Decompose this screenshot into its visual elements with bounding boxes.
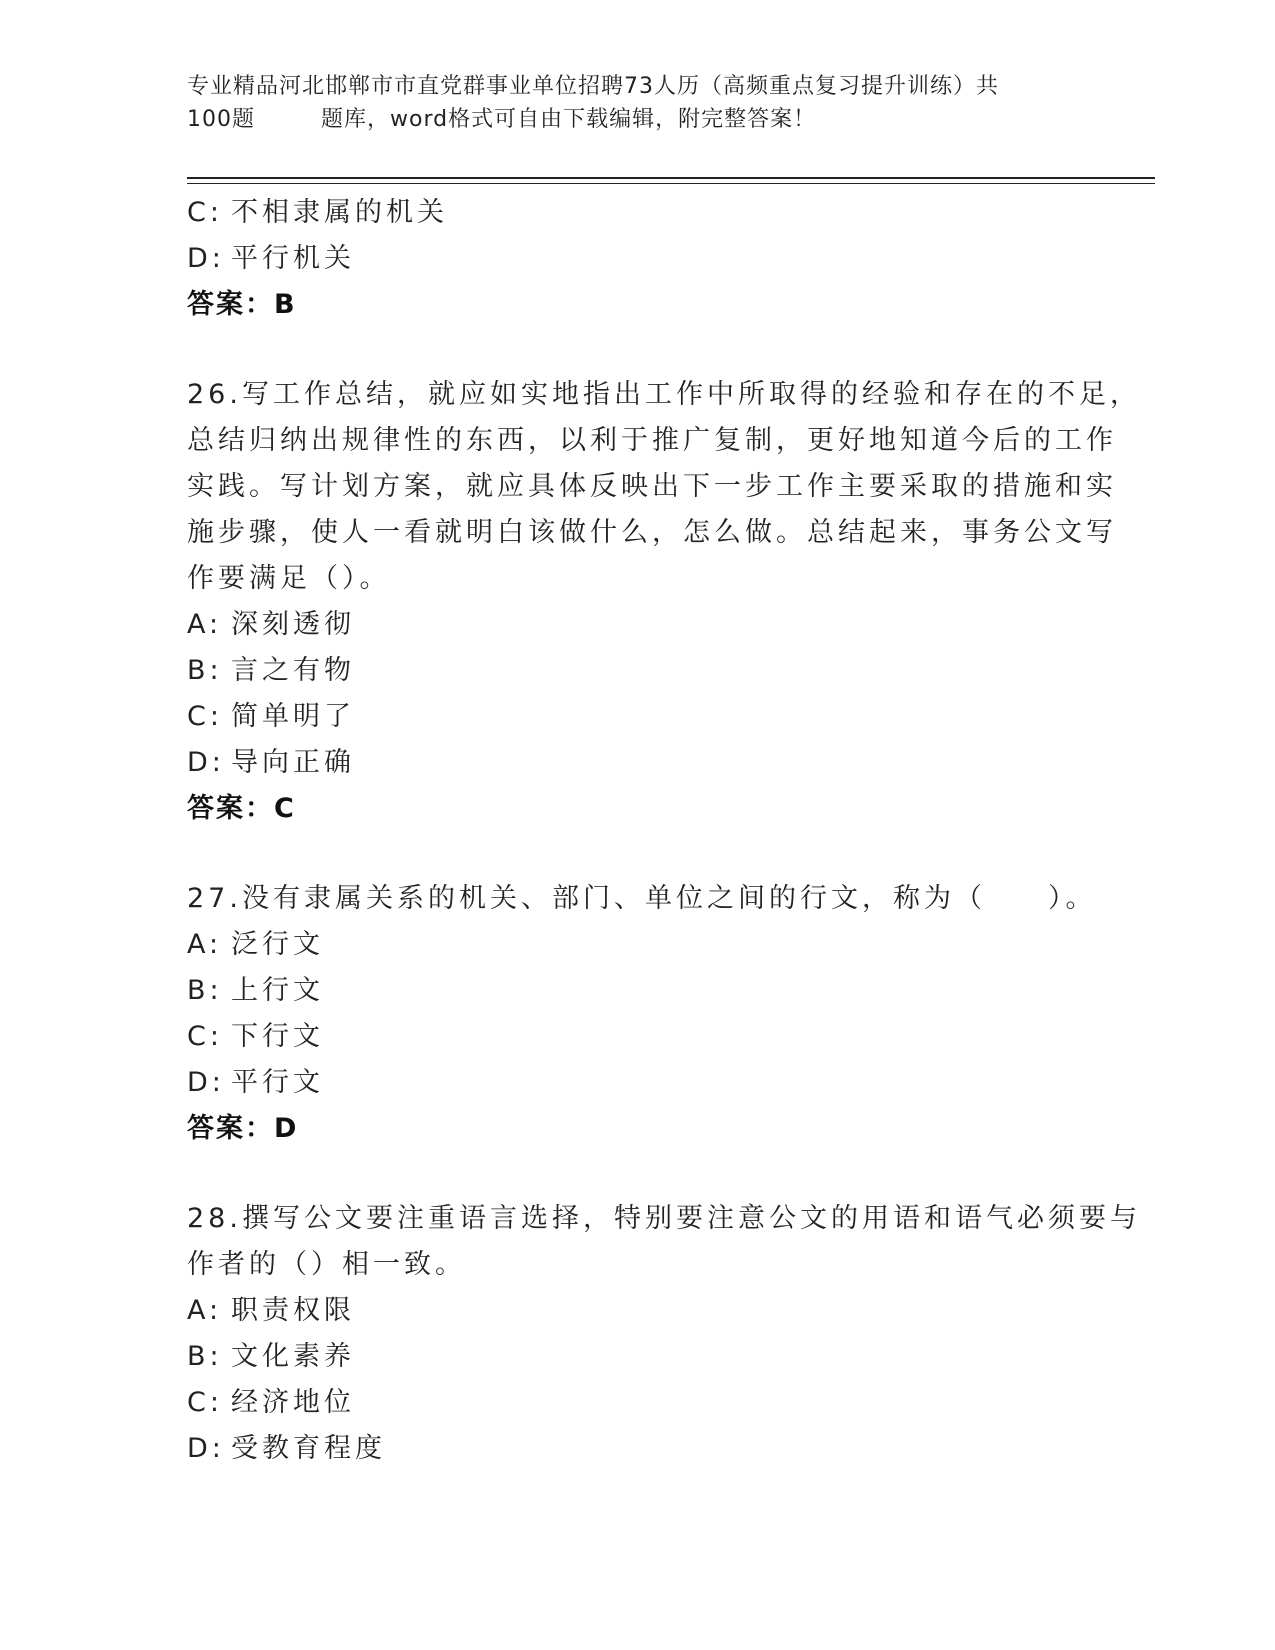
question-stem-line: 27.没有隶属关系的机关、部门、单位之间的行文，称为（ ）。 — [187, 883, 1097, 914]
option-c — [187, 1380, 1087, 1426]
option-d — [187, 236, 1087, 282]
option-text: 下行文 — [231, 1021, 324, 1052]
option-label: B: — [187, 655, 223, 686]
option-d — [187, 1426, 1087, 1472]
answer-line: 答案：C — [187, 793, 296, 824]
question-stem-line: 施步骤，使人一看就明白该做什么，怎么做。总结起来，事务公文写 — [187, 517, 1117, 548]
question-stem-line: 作要满足（）。 — [187, 563, 391, 594]
option-text: 导向正确 — [231, 747, 355, 778]
header-count: 100题 — [187, 107, 255, 132]
question-stem-line: 总结归纳出规律性的东西，以利于推广复制，更好地知道今后的工作 — [187, 425, 1117, 456]
page-header — [187, 70, 1087, 136]
option-text: 平行文 — [231, 1067, 324, 1098]
header-rule-thin — [187, 183, 1155, 184]
option-d — [187, 1060, 1087, 1106]
question-25 — [187, 190, 1087, 328]
option-text: 简单明了 — [231, 701, 355, 732]
header-rule-thick — [187, 177, 1155, 179]
option-label: A: — [187, 1295, 223, 1326]
option-text: 职责权限 — [231, 1295, 355, 1326]
option-b — [187, 1334, 1087, 1380]
question-26 — [187, 372, 1141, 832]
option-text: 不相隶属的机关 — [231, 197, 448, 228]
option-label: D: — [187, 1067, 225, 1098]
option-text: 受教育程度 — [231, 1433, 386, 1464]
option-c — [187, 694, 1087, 740]
option-label: A: — [187, 929, 223, 960]
option-label: B: — [187, 1341, 223, 1372]
option-label: C: — [187, 1021, 223, 1052]
header-description: 题库，word格式可自由下载编辑，附完整答案！ — [321, 107, 817, 132]
question-stem-line: 作者的（）相一致。 — [187, 1249, 466, 1280]
header-line-1: 专业精品河北邯郸市市直党群事业单位招聘73人历（高频重点复习提升训练）共 — [187, 74, 999, 99]
option-a — [187, 602, 1087, 648]
option-text: 深刻透彻 — [231, 609, 355, 640]
document-body — [187, 190, 1141, 1472]
option-label: C: — [187, 701, 223, 732]
option-text: 上行文 — [231, 975, 324, 1006]
option-a — [187, 922, 1087, 968]
option-label: D: — [187, 1433, 225, 1464]
question-stem-line: 实践。写计划方案，就应具体反映出下一步工作主要采取的措施和实 — [187, 471, 1117, 502]
option-text: 平行机关 — [231, 243, 355, 274]
option-label: C: — [187, 1387, 223, 1418]
option-a — [187, 1288, 1087, 1334]
option-text: 泛行文 — [231, 929, 324, 960]
option-b — [187, 968, 1087, 1014]
question-27 — [187, 876, 1097, 1152]
option-c — [187, 1014, 1087, 1060]
option-label: D: — [187, 243, 225, 274]
question-28 — [187, 1196, 1141, 1472]
option-d — [187, 740, 1087, 786]
option-label: D: — [187, 747, 225, 778]
answer-line: 答案：B — [187, 289, 297, 320]
option-text: 言之有物 — [231, 655, 355, 686]
option-text: 文化素养 — [231, 1341, 355, 1372]
option-c — [187, 190, 1087, 236]
option-label: C: — [187, 197, 223, 228]
question-stem-line: 28.撰写公文要注重语言选择，特别要注意公文的用语和语气必须要与 — [187, 1203, 1141, 1234]
option-label: A: — [187, 609, 223, 640]
question-stem-line: 26.写工作总结，就应如实地指出工作中所取得的经验和存在的不足， — [187, 379, 1141, 410]
option-b — [187, 648, 1087, 694]
option-text: 经济地位 — [231, 1387, 355, 1418]
option-label: B: — [187, 975, 223, 1006]
header-line-2 — [187, 103, 1087, 136]
answer-line: 答案：D — [187, 1113, 299, 1144]
